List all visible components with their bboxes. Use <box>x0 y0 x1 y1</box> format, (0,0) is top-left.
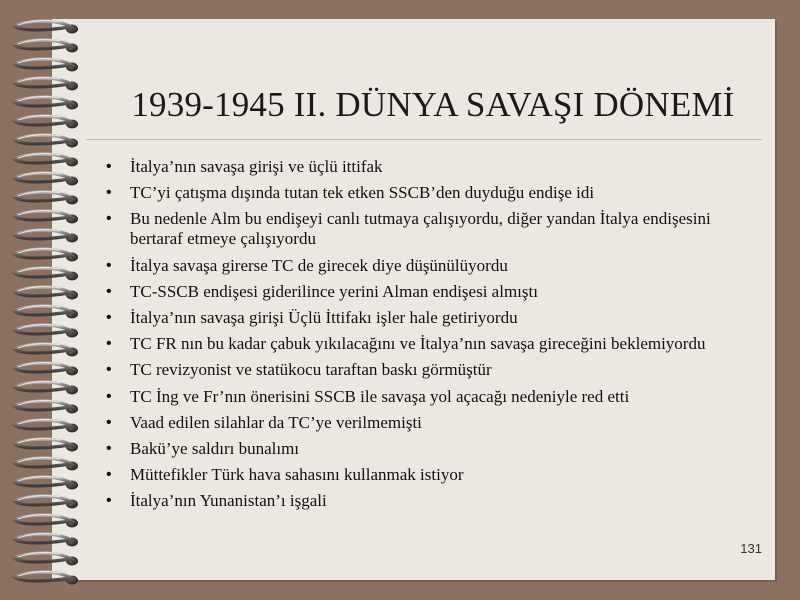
title-divider <box>86 139 762 140</box>
page-number: 131 <box>740 541 762 556</box>
spiral-ring-icon <box>14 287 78 300</box>
spiral-ring-icon <box>14 306 78 319</box>
spiral-ring-icon <box>14 420 78 433</box>
spiral-ring-icon <box>14 458 78 471</box>
spiral-ring-icon <box>14 477 78 490</box>
bullet-item: • TC revizyonist ve statükocu taraftan baskı görmüştür <box>104 360 744 380</box>
spiral-ring-icon <box>14 116 78 129</box>
bullet-list <box>104 157 744 517</box>
bullet-item: • İtalya savaşa girerse TC de girecek diye düşünülüyordu <box>104 256 744 276</box>
spiral-ring-icon <box>14 211 78 224</box>
spiral-ring-icon <box>14 401 78 414</box>
slide-title: 1939-1945 II. DÜNYA SAVAŞI DÖNEMİ <box>131 85 735 124</box>
spiral-ring-icon <box>14 572 78 585</box>
spiral-ring-icon <box>14 192 78 205</box>
spiral-ring-icon <box>14 40 78 53</box>
spiral-ring-icon <box>14 59 78 72</box>
spiral-ring-icon <box>14 439 78 452</box>
spiral-binding-icon <box>0 0 90 600</box>
spiral-ring-icon <box>14 21 78 34</box>
bullet-item: • TC-SSCB endişesi giderilince yerini Alman endişesi almıştı <box>104 282 744 302</box>
spiral-ring-icon <box>14 249 78 262</box>
spiral-ring-icon <box>14 534 78 547</box>
bullet-item: • İtalya’nın savaşa girişi ve üçlü ittifak <box>104 157 744 177</box>
notebook-page <box>52 19 775 580</box>
spiral-ring-icon <box>14 78 78 91</box>
bullet-item: • İtalya’nın Yunanistan’ı işgali <box>104 491 744 511</box>
bullet-item: • Bu nedenle Alm bu endişeyi canlı tutmaya çalışıyordu, diğer yandan İtalya endişesini bertaraf etmeye çalışıyordu <box>104 209 744 249</box>
spiral-ring-icon <box>14 515 78 528</box>
spiral-ring-icon <box>14 344 78 357</box>
spiral-ring-icon <box>14 363 78 376</box>
spiral-ring-icon <box>14 382 78 395</box>
bullet-item: • İtalya’nın savaşa girişi Üçlü İttifakı işler hale getiriyordu <box>104 308 744 328</box>
bullet-item: • TC’yi çatışma dışında tutan tek etken SSCB’den duyduğu endişe idi <box>104 183 744 203</box>
bullet-item: • Vaad edilen silahlar da TC’ye verilmemişti <box>104 413 744 433</box>
bullet-item: • Müttefikler Türk hava sahasını kullanmak istiyor <box>104 465 744 485</box>
spiral-ring-icon <box>14 230 78 243</box>
spiral-ring-icon <box>14 154 78 167</box>
spiral-ring-icon <box>14 325 78 338</box>
bullet-item: • Bakü’ye saldırı bunalımı <box>104 439 744 459</box>
spiral-ring-icon <box>14 135 78 148</box>
spiral-ring-icon <box>14 268 78 281</box>
bullet-item: • TC İng ve Fr’nın önerisini SSCB ile savaşa yol açacağı nedeniyle red etti <box>104 387 744 407</box>
spiral-ring-icon <box>14 496 78 509</box>
bullet-item: • TC FR nın bu kadar çabuk yıkılacağını ve İtalya’nın savaşa gireceğini beklemiyordu <box>104 334 744 354</box>
spiral-ring-icon <box>14 97 78 110</box>
spiral-ring-icon <box>14 553 78 566</box>
spiral-ring-icon <box>14 173 78 186</box>
